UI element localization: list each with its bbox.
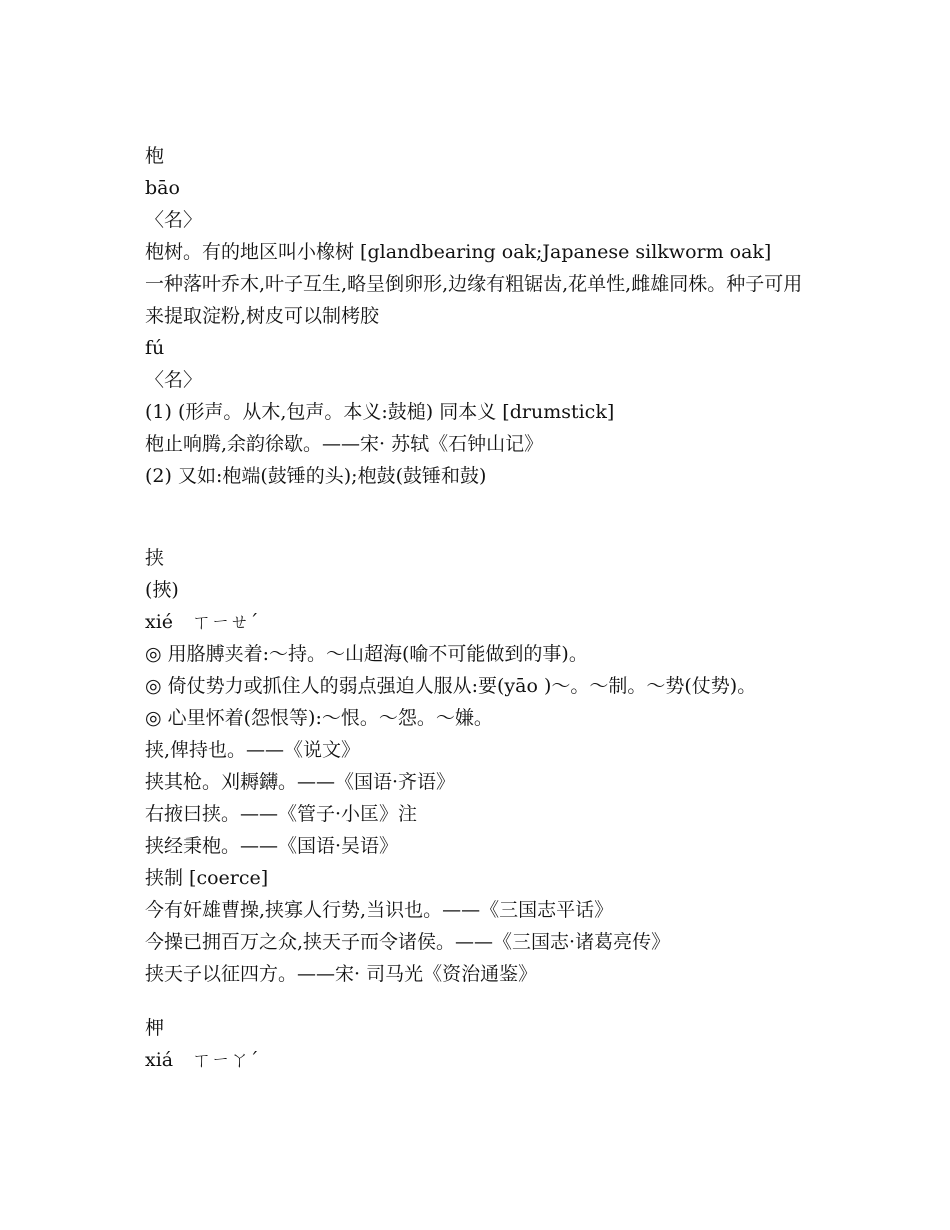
definition-line: (1) (形声。从木,包声。本义:鼓槌) 同本义 [drumstick] <box>145 401 615 423</box>
pinyin-line: bāo <box>145 177 180 199</box>
citation-line: 今操已拥百万之众,挟天子而令诸侯。——《三国志·诸葛亮传》 <box>145 931 671 953</box>
entry-separator <box>145 492 815 542</box>
part-of-speech: 〈名〉 <box>145 209 203 231</box>
entry-headword: 挟 <box>145 547 165 569</box>
citation-line: 挟其枪。刈耨鑮。——《国语·齐语》 <box>145 771 456 793</box>
dictionary-entry-bao <box>145 140 815 492</box>
pinyin-line: xiá ㄒㄧㄚˊ <box>145 1049 259 1071</box>
definition-line: ◎ 心里怀着(怨恨等):～恨。～怨。～嫌。 <box>145 707 493 729</box>
entry-separator <box>145 990 815 1012</box>
citation-line: 枹止响腾,余韵徐歇。——宋· 苏轼《石钟山记》 <box>145 433 544 455</box>
part-of-speech: 〈名〉 <box>145 369 203 391</box>
document-page <box>145 140 815 1076</box>
entry-headword: 枹 <box>145 145 165 167</box>
dictionary-entry-xie <box>145 542 815 990</box>
citation-line: 右掖曰挟。——《管子·小匡》注 <box>145 803 418 825</box>
entry-headword: 柙 <box>145 1017 165 1039</box>
definition-line: ◎ 用胳膊夹着:～持。～山超海(喻不可能做到的事)。 <box>145 643 588 665</box>
definition-line: (2) 又如:枹端(鼓锤的头);枹鼓(鼓锤和鼓) <box>145 465 487 487</box>
definition-line: 挟制 [coerce] <box>145 867 269 889</box>
definition-line: ◎ 倚仗势力或抓住人的弱点强迫人服从:要(yāo )～。～制。～势(仗势)。 <box>145 675 757 697</box>
pinyin-line: fú <box>145 337 165 359</box>
pinyin-line: xié ㄒㄧㄝˊ <box>145 611 259 633</box>
dictionary-entry-xia <box>145 1012 815 1076</box>
citation-line: 挟天子以征四方。——宋· 司马光《资治通鉴》 <box>145 963 538 985</box>
definition-line: 枹树。有的地区叫小橡树 [glandbearing oak;Japanese silkworm oak] <box>145 241 772 263</box>
traditional-form: (挾) <box>145 579 179 601</box>
citation-line: 挟经秉枹。——《国语·吴语》 <box>145 835 399 857</box>
definition-line: 一种落叶乔木,叶子互生,略呈倒卵形,边缘有粗锯齿,花单性,雌雄同株。种子可用来提取淀粉,树皮可以制栲胶 <box>145 273 803 327</box>
citation-line: 今有奸雄曹操,挟寡人行势,当识也。——《三国志平话》 <box>145 899 614 921</box>
citation-line: 挟,俾持也。——《说文》 <box>145 739 361 761</box>
